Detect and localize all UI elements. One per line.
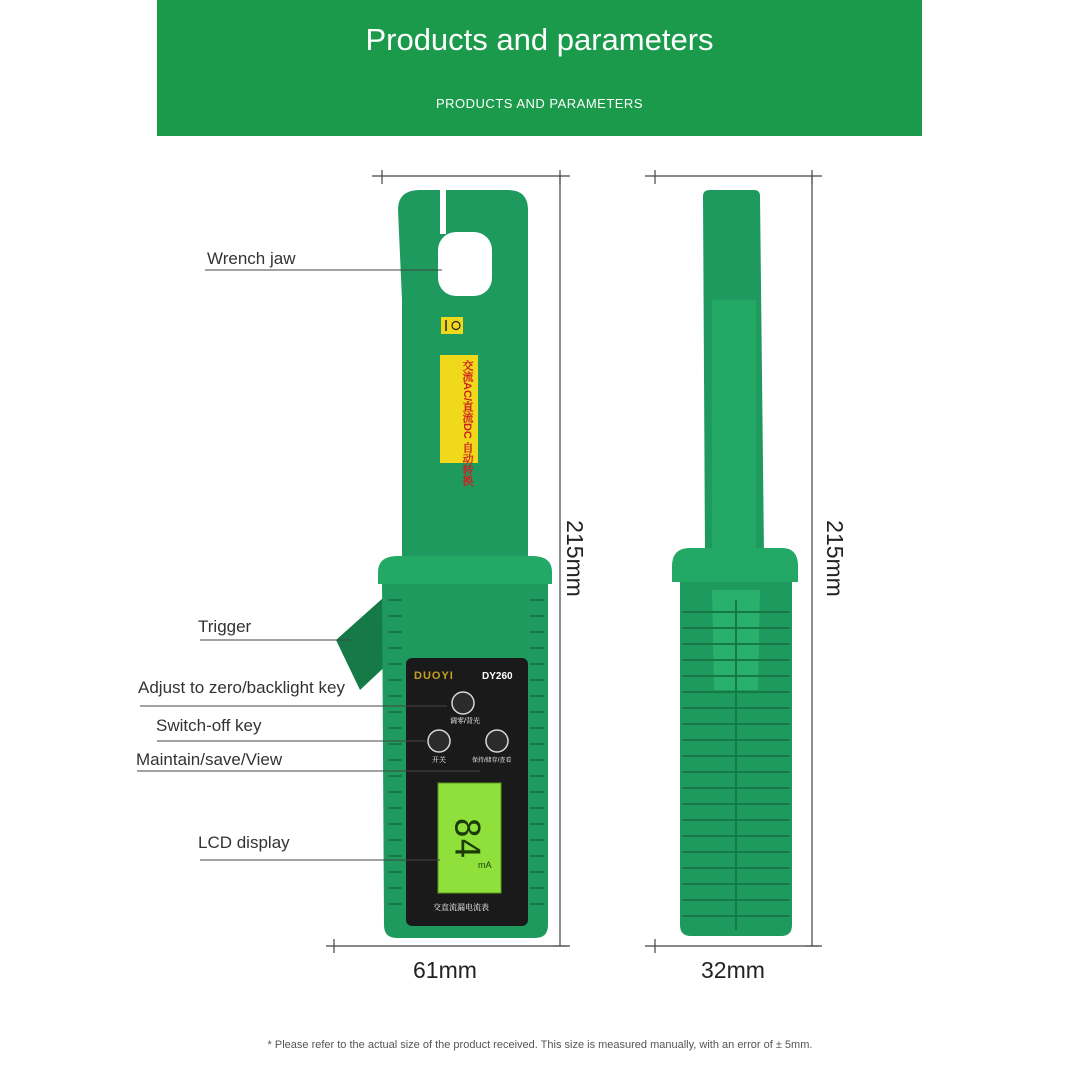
callout-lcd: LCD display — [198, 833, 290, 852]
side-width-label: 32mm — [701, 957, 765, 983]
power-button — [428, 730, 450, 752]
page-title: Products and parameters — [365, 22, 714, 57]
callout-zero-key: Adjust to zero/backlight key — [138, 678, 345, 697]
brand-logo: DUOYI — [414, 670, 454, 682]
btn-power-caption: 开关 — [432, 757, 446, 764]
callout-trigger: Trigger — [198, 617, 252, 636]
model-label: DY260 — [482, 671, 513, 682]
lcd-reading: 84 — [446, 817, 487, 859]
wrench-jaw-opening — [438, 232, 492, 296]
side-view-device — [672, 190, 798, 936]
btn-zero-caption: 调零/背光 — [450, 718, 480, 725]
lcd-unit: mA — [478, 860, 492, 870]
front-height-label: 215mm — [561, 520, 588, 597]
hold-button — [486, 730, 508, 752]
footnote: * Please refer to the actual size of the product received. This size is measured manually, with an error of ± 5mm. — [267, 1039, 813, 1051]
callout-wrench-jaw: Wrench jaw — [207, 249, 296, 268]
sticker-text: 交流AC/直流DC 自动转换 — [461, 360, 473, 486]
callout-maintain: Maintain/save/View — [136, 750, 283, 769]
bottom-caption: 交直流漏电流表 — [433, 903, 489, 912]
page-subtitle: PRODUCTS AND PARAMETERS — [435, 96, 643, 111]
zero-backlight-button — [452, 692, 474, 714]
side-height-label: 215mm — [821, 520, 848, 597]
btn-hold-caption: 保持/储存/查看 — [472, 758, 512, 764]
callout-switch-off: Switch-off key — [156, 716, 262, 735]
front-view-device — [336, 190, 552, 938]
front-width-label: 61mm — [413, 957, 477, 983]
